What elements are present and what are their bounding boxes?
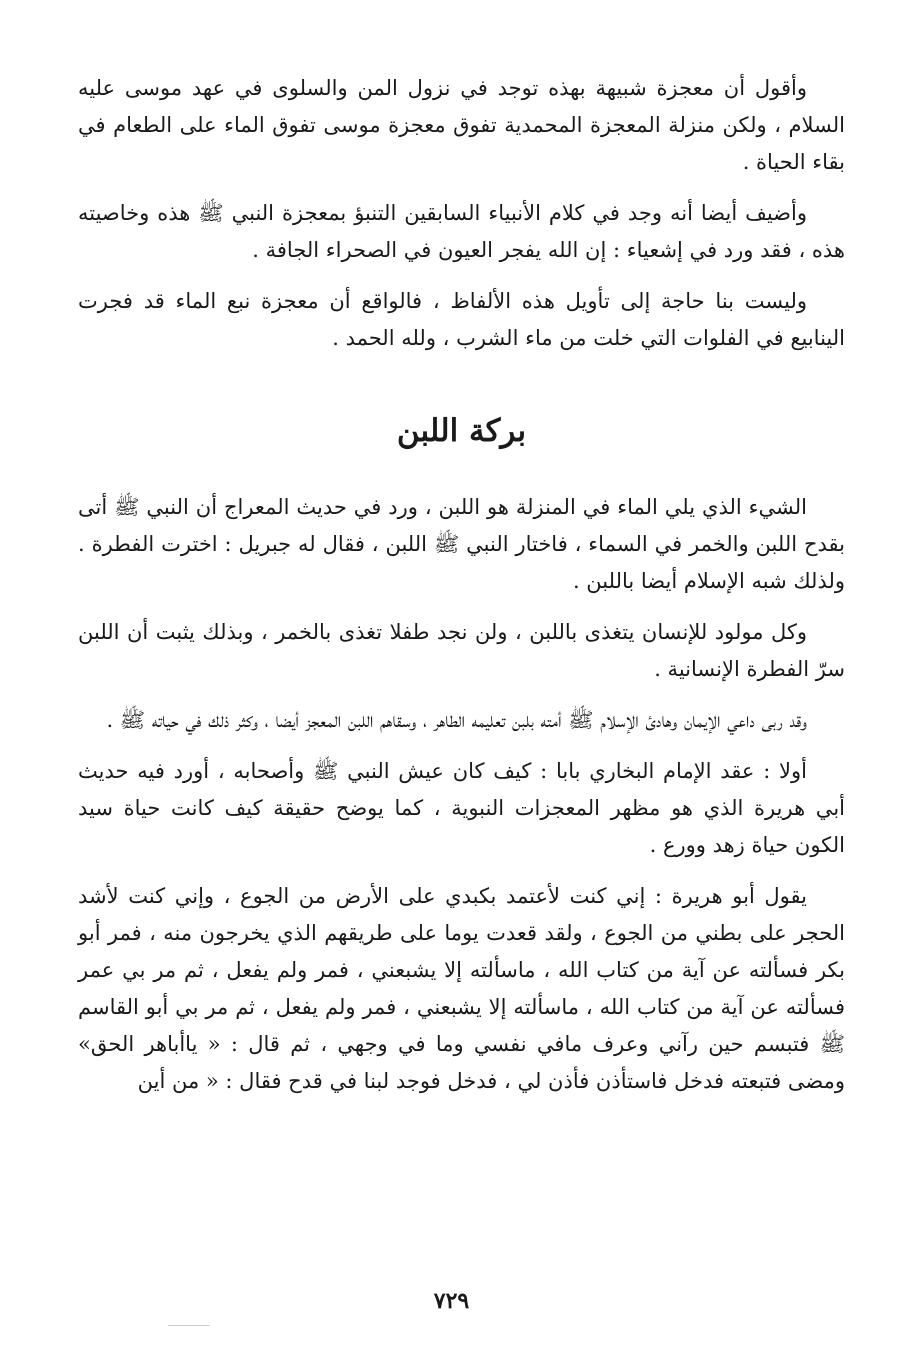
scan-artifact-line [168,1325,210,1326]
paragraph-newborn: وكل مولود للإنسان يتغذى باللبن ، ولن نجد طفلا تغذى بالخمر ، وبذلك يثبت أن اللبن سرّ الفطرة الإنسانية . [78,620,845,681]
paragraph-bukhari: أولا : عقد الإمام البخاري بابا : كيف كان عيش النبي ﷺ وأصحابه ، أورد فيه حديث أبي هريرة الذي هو مظهر المعجزات النبوية ، كما يوضح حقيقة كيف كانت حياة سيد الكون حياة زهد وورع . [78,759,845,857]
paragraph-teaching: وقد ربى داعي الإيمان وهادئ الإسلام ﷺ أمته بلبن تعليمه الطاهر ، وسقاهم اللبن المعجز أيضا ، وكثر ذلك في حياته ﷺ . [106,708,807,732]
page-body [78,70,845,1114]
page-number: ٧٢٩ [433,1288,470,1314]
paragraph-water-springs: وليست بنا حاجة إلى تأويل هذه الألفاظ ، فالواقع أن معجزة نبع الماء قد فجرت الينابيع في الفلوات التي خلت من ماء الشرب ، ولله الحمد . [78,289,845,350]
paragraph-manna-miracle: وأقول أن معجزة شبيهة بهذه توجد في نزول المن والسلوى في عهد موسى عليه السلام ، ولكن منزلة المعجزة المحمدية تفوق معجزة موسى تفوق الماء على الطعام في بقاء الحياة . [78,76,845,174]
section-heading: بركة اللبن [396,413,527,449]
paragraph-milk-rank: الشيء الذي يلي الماء في المنزلة هو اللبن ، ورد في حديث المعراج أن النبي ﷺ أتى بقدح اللبن والخمر في السماء ، فاختار النبي ﷺ اللبن ، فقال له جبريل : اخترت الفطرة . ولذلك شبه الإسلام أيضا باللبن . [78,495,845,593]
paragraph-abu-hurairah: يقول أبو هريرة : إني كنت لأعتمد بكبدي على الأرض من الجوع ، وإني كنت لأشد الحجر على بطني من الجوع ، ولقد قعدت يوما على طريقهم الذي يخرجون منه ، فمر أبو بكر فسألته عن آية من كتاب الله ، ماسألته إلا يشبعني ، فمر ولم يفعل ، ثم مر بي عمر فسألته عن آية من كتاب الله ، ماسألته إلا يشبعني ، فمر ولم يفعل ، ثم مر بي أبو القاسم ﷺ فتبسم حين رآني وعرف مافي نفسي وما في وجهي ، ثم قال : « ياأباهر الحق» ومضى فتبعته فدخل فاستأذن فأذن لي ، فدخل فوجد لبنا في قدح فقال : « من أين [78,884,845,1093]
paragraph-prophecy: وأضيف أيضا أنه وجد في كلام الأنبياء السابقين التنبؤ بمعجزة النبي ﷺ هذه وخاصيته هذه ، فقد ورد في إشعياء : إن الله يفجر العيون في الصحراء الجافة . [78,201,845,262]
